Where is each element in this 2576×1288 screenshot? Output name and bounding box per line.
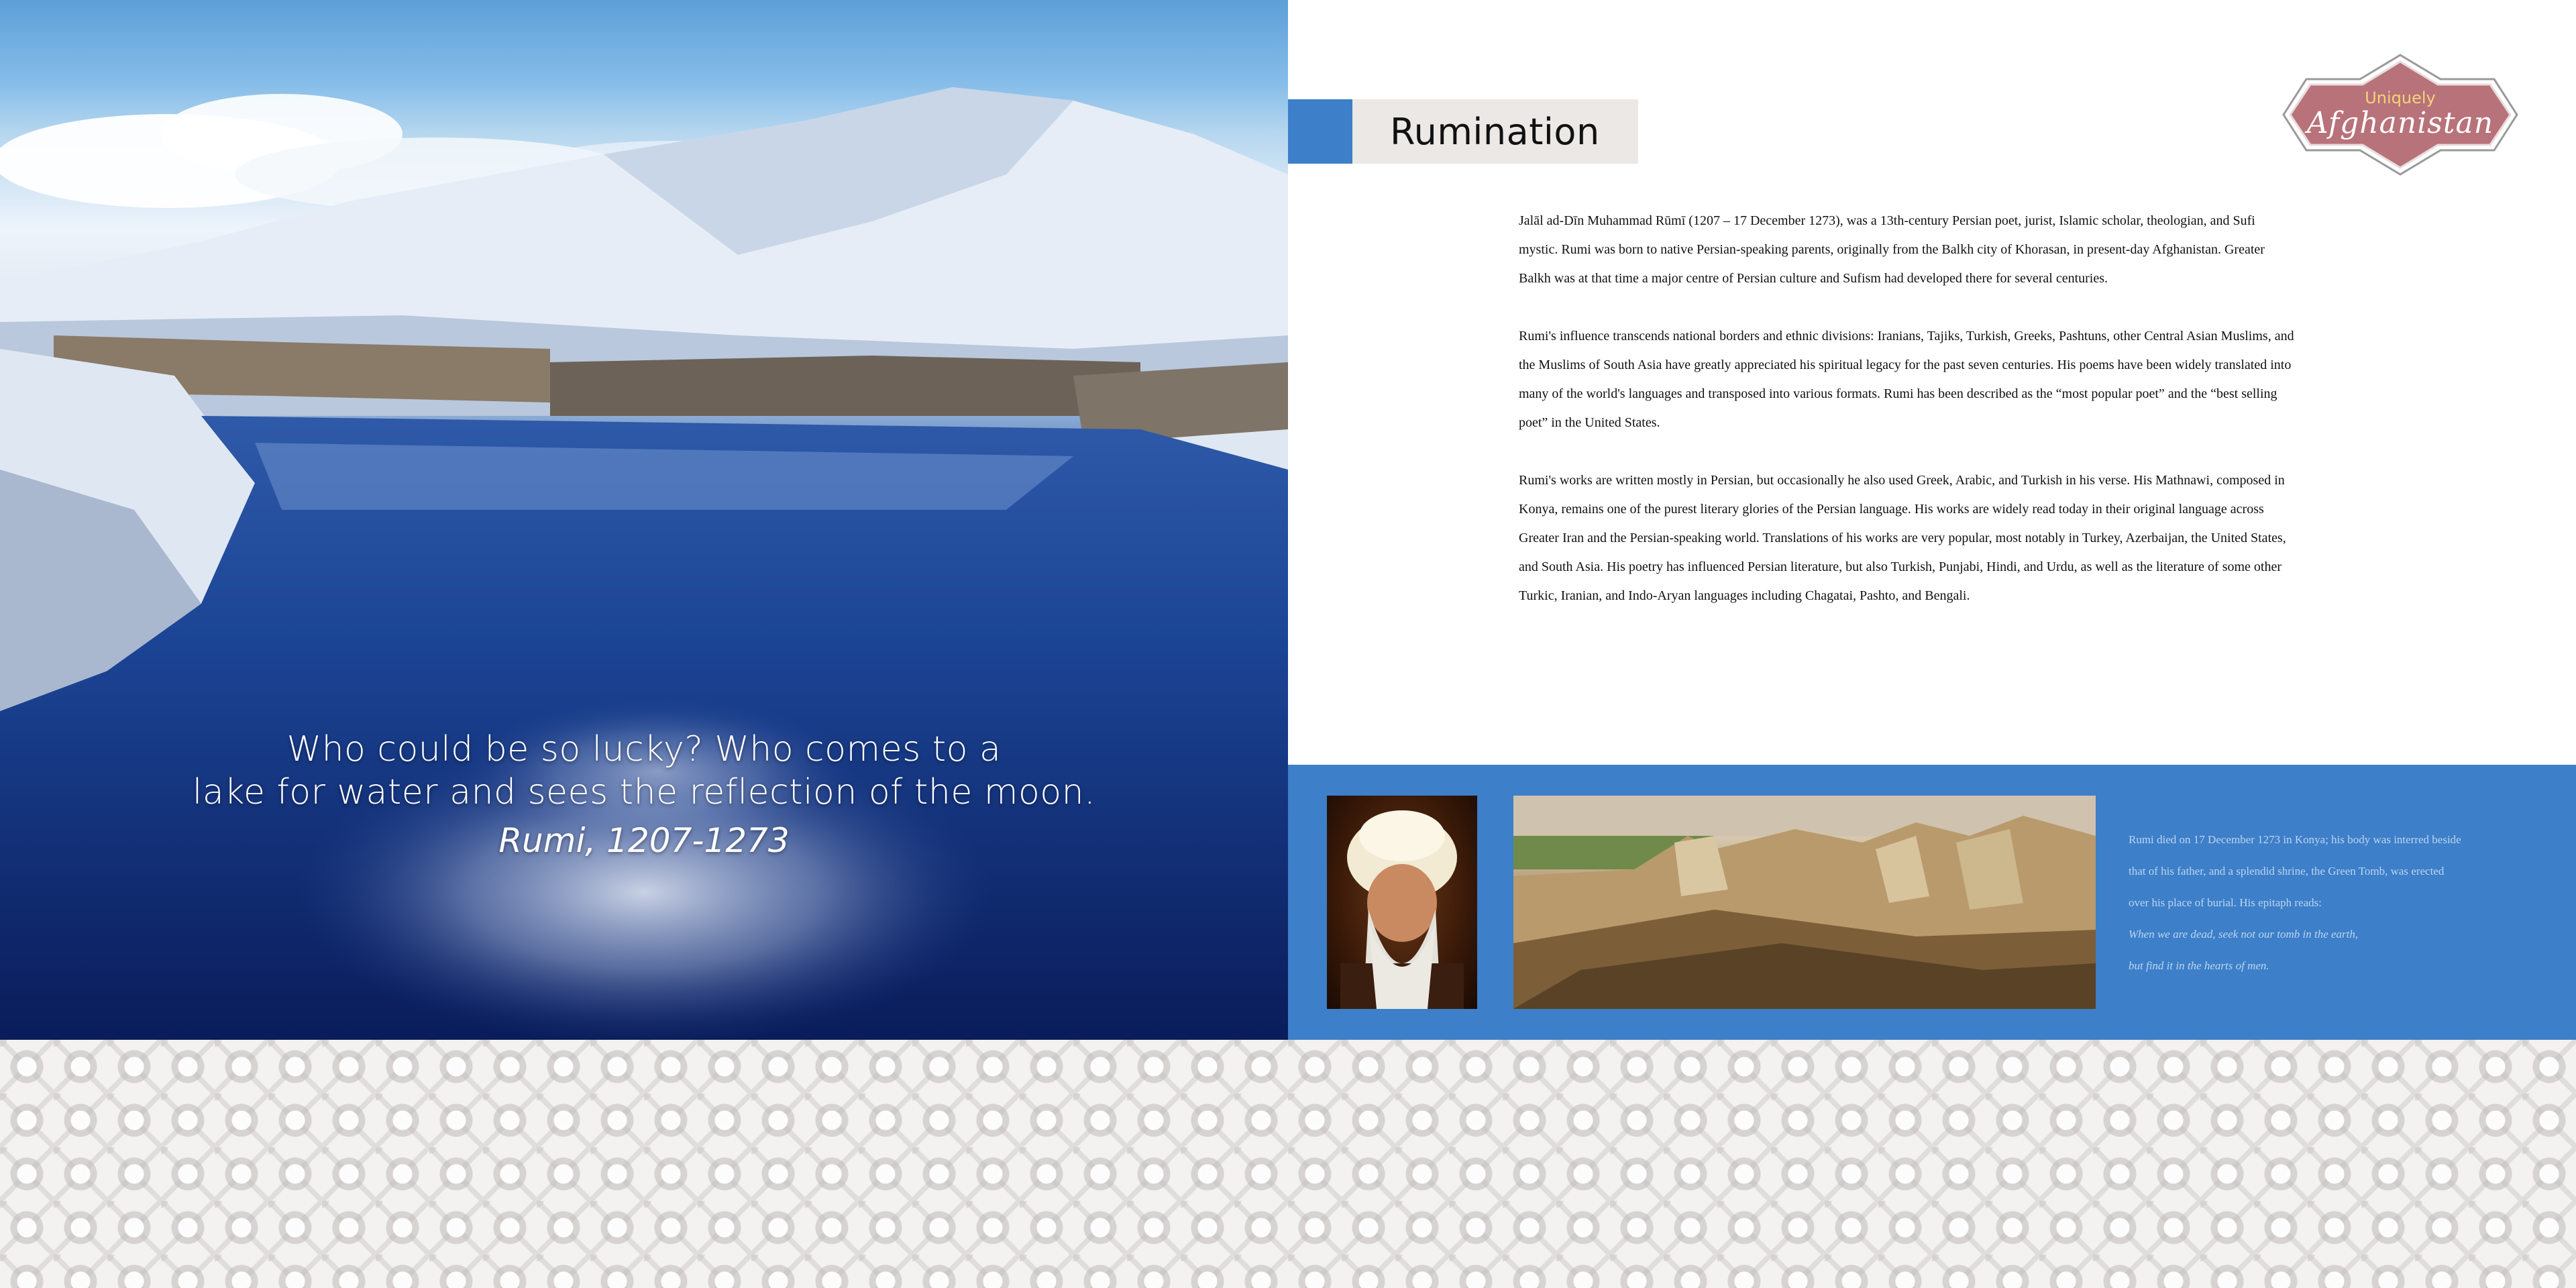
- title-accent-square: [1288, 99, 1352, 164]
- quote-attribution: Rumi, 1207-1273: [498, 821, 790, 860]
- logo-text-afghanistan: Afghanistan: [2306, 106, 2494, 140]
- uniquely-afghanistan-logo: [2281, 52, 2520, 177]
- caption-line-3: over his place of burial. His epitaph reads:: [2129, 896, 2322, 909]
- epitaph-line-2: but find it in the hearts of men.: [2129, 959, 2269, 972]
- paragraph-biography: Jalāl ad-Dīn Muhammad Rūmī (1207 – 17 December 1273), was a 13th-century Persian poet, jurist, Islamic scholar, theologian, and Sufi mystic. Rumi was born to native Persian-speaking parents, originally from the Balkh city of Khorasan, in present-day Afghanistan. Greater Balkh was at that time a major centre of Persian culture and Sufism had developed there for several centuries.: [1519, 213, 2265, 286]
- lake-mountain-photo: [0, 0, 1288, 1040]
- quote-line-2: lake for water and sees the reflection of the moon.: [192, 772, 1096, 812]
- quote-line-1: Who could be so lucky? Who comes to a: [286, 729, 1002, 769]
- title-box: [1352, 99, 1638, 164]
- epitaph-line-1: When we are dead, seek not our tomb in the earth,: [2129, 928, 2359, 941]
- blue-caption-band: [1288, 765, 2576, 1040]
- caption-line-2: that of his father, and a splendid shrine, the Green Tomb, was erected: [2129, 865, 2445, 877]
- rumi-portrait-photo: [1327, 796, 1477, 1009]
- paragraph-works: Rumi's works are written mostly in Persian, but occasionally he also used Greek, Arabic, and Turkish in his verse. His Mathnawi, composed in Konya, remains one of the purest literary glories of the Persian language. His works are widely read today in their original language across Greater Iran and the Persian-speaking world. Translations of his works are very popular, most notably in Turkey, Azerbaijan, the United States, and South Asia. His poetry has influenced Persian literature, but also Turkish, Punjabi, Hindi, and Urdu, as well as the literature of some other Turkic, Iranian, and Indo-Aryan languages including Chagatai, Pashto, and Bengali.: [1519, 473, 2286, 603]
- paragraph-influence: Rumi's influence transcends national borders and ethnic divisions: Iranians, Tajiks, Turkish, Greeks, Pashtuns, other Central Asian Muslims, and the Muslims of South Asia have greatly appreciated his spiritual legacy for the past seven centuries. His poems have been widely translated into many of the world's languages and transposed into various formats. Rumi has been described as the “most popular poet” and the “best selling poet” in the United States.: [1519, 329, 2294, 430]
- lake-scene-illustration: [0, 0, 1288, 1040]
- page-title: Rumination: [1390, 110, 1600, 153]
- balkh-ruins-photo: [1513, 796, 2096, 1009]
- article-body: [1519, 207, 2297, 639]
- section-title-block: [1288, 99, 1638, 164]
- caption-line-1: Rumi died on 17 December 1273 in Konya; his body was interred beside: [2129, 833, 2461, 846]
- logo-text-uniquely: Uniquely: [2365, 89, 2436, 107]
- decorative-pattern-strip: [0, 1040, 2576, 1288]
- rumi-quote: [80, 728, 1208, 867]
- burial-caption: [2129, 824, 2504, 981]
